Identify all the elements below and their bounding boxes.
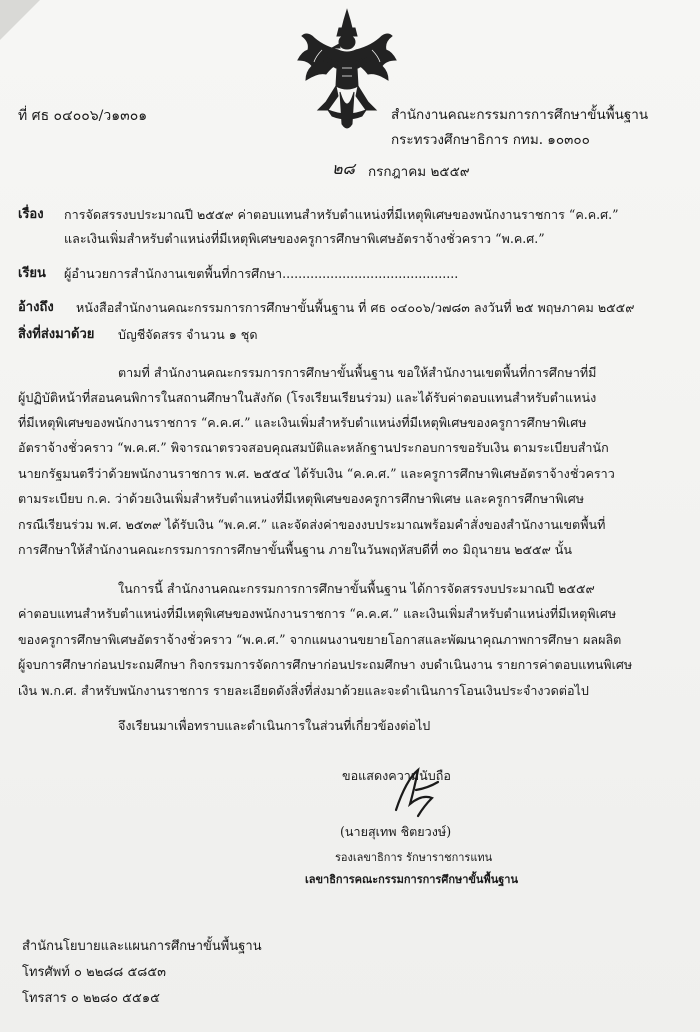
signer-title-1: รองเลขาธิการ รักษาราชการแทน (335, 851, 493, 864)
reference-label: อ้างถึง (18, 300, 54, 315)
paragraph-line: เงิน พ.ก.ศ. สำหรับพนักงานราชการ รายละเอียดดังสิ่งที่ส่งมาด้วยและจะดำเนินการโอนเงินประจำงวดต่อไป (18, 683, 589, 698)
subject-line-2: และเงินเพิ่มสำหรับตำแหน่งที่มีเหตุพิเศษของครูการศึกษาพิเศษอัตราจ้างชั่วคราว “พ.ค.ศ.” (64, 231, 545, 246)
handwritten-signature (388, 760, 448, 830)
subject-label: เรื่อง (18, 207, 44, 222)
office-name: สำนักงานคณะกรรมการการศึกษาขั้นพื้นฐาน (391, 107, 649, 123)
signer-name: (นายสุเทพ ชิตยวงษ์) (340, 824, 452, 839)
reference-number: ที่ ศธ ๐๔๐๐๖/ว๑๓๐๑ (18, 108, 148, 124)
footer-phone: โทรศัพท์ ๐ ๒๒๘๘ ๕๘๕๓ (22, 965, 167, 980)
paragraph-line: ในการนี้ สำนักงานคณะกรรมการการศึกษาขั้นพื้นฐาน ได้การจัดสรรงบประมาณปี ๒๕๕๙ (118, 581, 595, 596)
office-address: กระทรวงศึกษาธิการ กทม. ๑๐๓๐๐ (391, 132, 590, 148)
recipient-text: ผู้อำนวยการสำนักงานเขตพื้นที่การศึกษา............................................ (64, 266, 459, 281)
enclosure-label: สิ่งที่ส่งมาด้วย (18, 327, 95, 342)
paragraph-line: ของครูการศึกษาพิเศษอัตราจ้างชั่วคราว “พ.ค.ศ.” จากแผนงานขยายโอกาสและพัฒนาคุณภาพการศึกษา ผลผลิต (18, 632, 622, 647)
paragraph-line: ผู้จบการศึกษาก่อนประถมศึกษา กิจกรรมการจัดการศึกษาก่อนประถมศึกษา งบดำเนินงาน รายการค่าตอบแทนพิเศษ (18, 657, 633, 672)
paragraph-line: อัตราจ้างชั่วคราว “พ.ค.ศ.” พิจารณาตรวจสอบคุณสมบัติและหลักฐานประกอบการขอรับเงิน ตามระเบียบสำนัก (18, 440, 609, 455)
garuda-emblem (292, 6, 402, 138)
date-month-year: กรกฎาคม ๒๕๕๙ (368, 164, 470, 180)
footer-fax: โทรสาร ๐ ๒๒๘๐ ๕๕๑๕ (22, 991, 160, 1006)
paragraph-line: ค่าตอบแทนสำหรับตำแหน่งที่มีเหตุพิเศษของพนักงานราชการ “ค.ค.ศ.” และเงินเพิ่มสำหรับตำแหน่งที่มีเหตุพิเศษ (18, 606, 617, 621)
recipient-label: เรียน (18, 266, 46, 281)
closing-salutation: ขอแสดงความนับถือ (342, 768, 451, 783)
paragraph-line: ผู้ปฏิบัติหน้าที่สอนคนพิการในสถานศึกษาในสังกัด (โรงเรียนเรียนร่วม) และได้รับค่าตอบแทนสำหรับตำแหน่ง (18, 390, 597, 405)
paragraph-line: ตามระเบียบ ก.ค. ว่าด้วยเงินเพิ่มสำหรับตำแหน่งที่มีเหตุพิเศษของครูการศึกษาพิเศษ และครูการศึกษาพิเศษ (18, 491, 585, 506)
subject-line-1: การจัดสรรงบประมาณปี ๒๕๕๙ ค่าตอบแทนสำหรับตำแหน่งที่มีเหตุพิเศษของพนักงานราชการ “ค.ค.ศ.” (64, 207, 619, 222)
paragraph-line: ตามที่ สำนักงานคณะกรรมการการศึกษาขั้นพื้นฐาน ขอให้สำนักงานเขตพื้นที่การศึกษาที่มี (118, 365, 597, 380)
body-paragraph-3: จึงเรียนมาเพื่อทราบและดำเนินการในส่วนที่เกี่ยวข้องต่อไป (118, 718, 431, 733)
footer-department: สำนักนโยบายและแผนการศึกษาขั้นพื้นฐาน (22, 939, 262, 954)
paragraph-line: การศึกษาให้สำนักงานคณะกรรมการการศึกษาขั้นพื้นฐาน ภายในวันพฤหัสบดีที่ ๓๐ มิถุนายน ๒๕๕๙ นั้น (18, 542, 573, 557)
page-corner-fold (0, 0, 40, 40)
enclosure-text: บัญชีจัดสรร จำนวน ๑ ชุด (118, 327, 258, 342)
reference-text: หนังสือสำนักงานคณะกรรมการการศึกษาขั้นพื้นฐาน ที่ ศธ ๐๔๐๐๖/ว๗๘๓ ลงวันที่ ๒๕ พฤษภาคม ๒๕๕๙ (76, 300, 635, 315)
paragraph-line: กรณีเรียนร่วม พ.ศ. ๒๕๓๙ ได้รับเงิน “พ.ค.ศ.” และจัดส่งค่าของงบประมาณพร้อมคำสั่งของสำนักงานเขตพื้นที่ (18, 517, 606, 532)
date-day: ๒๘ (332, 159, 355, 178)
paragraph-line: ที่มีเหตุพิเศษของพนักงานราชการ “ค.ค.ศ.” และเงินเพิ่มสำหรับตำแหน่งที่มีเหตุพิเศษของครูการศึกษาพิเศษ (18, 415, 587, 430)
paragraph-line: นายกรัฐมนตรีว่าด้วยพนักงานราชการ พ.ศ. ๒๕๕๔ ได้รับเงิน “ค.ค.ศ.” และครูการศึกษาพิเศษอัตราจ้างชั่วคราว (18, 466, 615, 481)
signer-title-2: เลขาธิการคณะกรรมการการศึกษาขั้นพื้นฐาน (305, 873, 518, 886)
